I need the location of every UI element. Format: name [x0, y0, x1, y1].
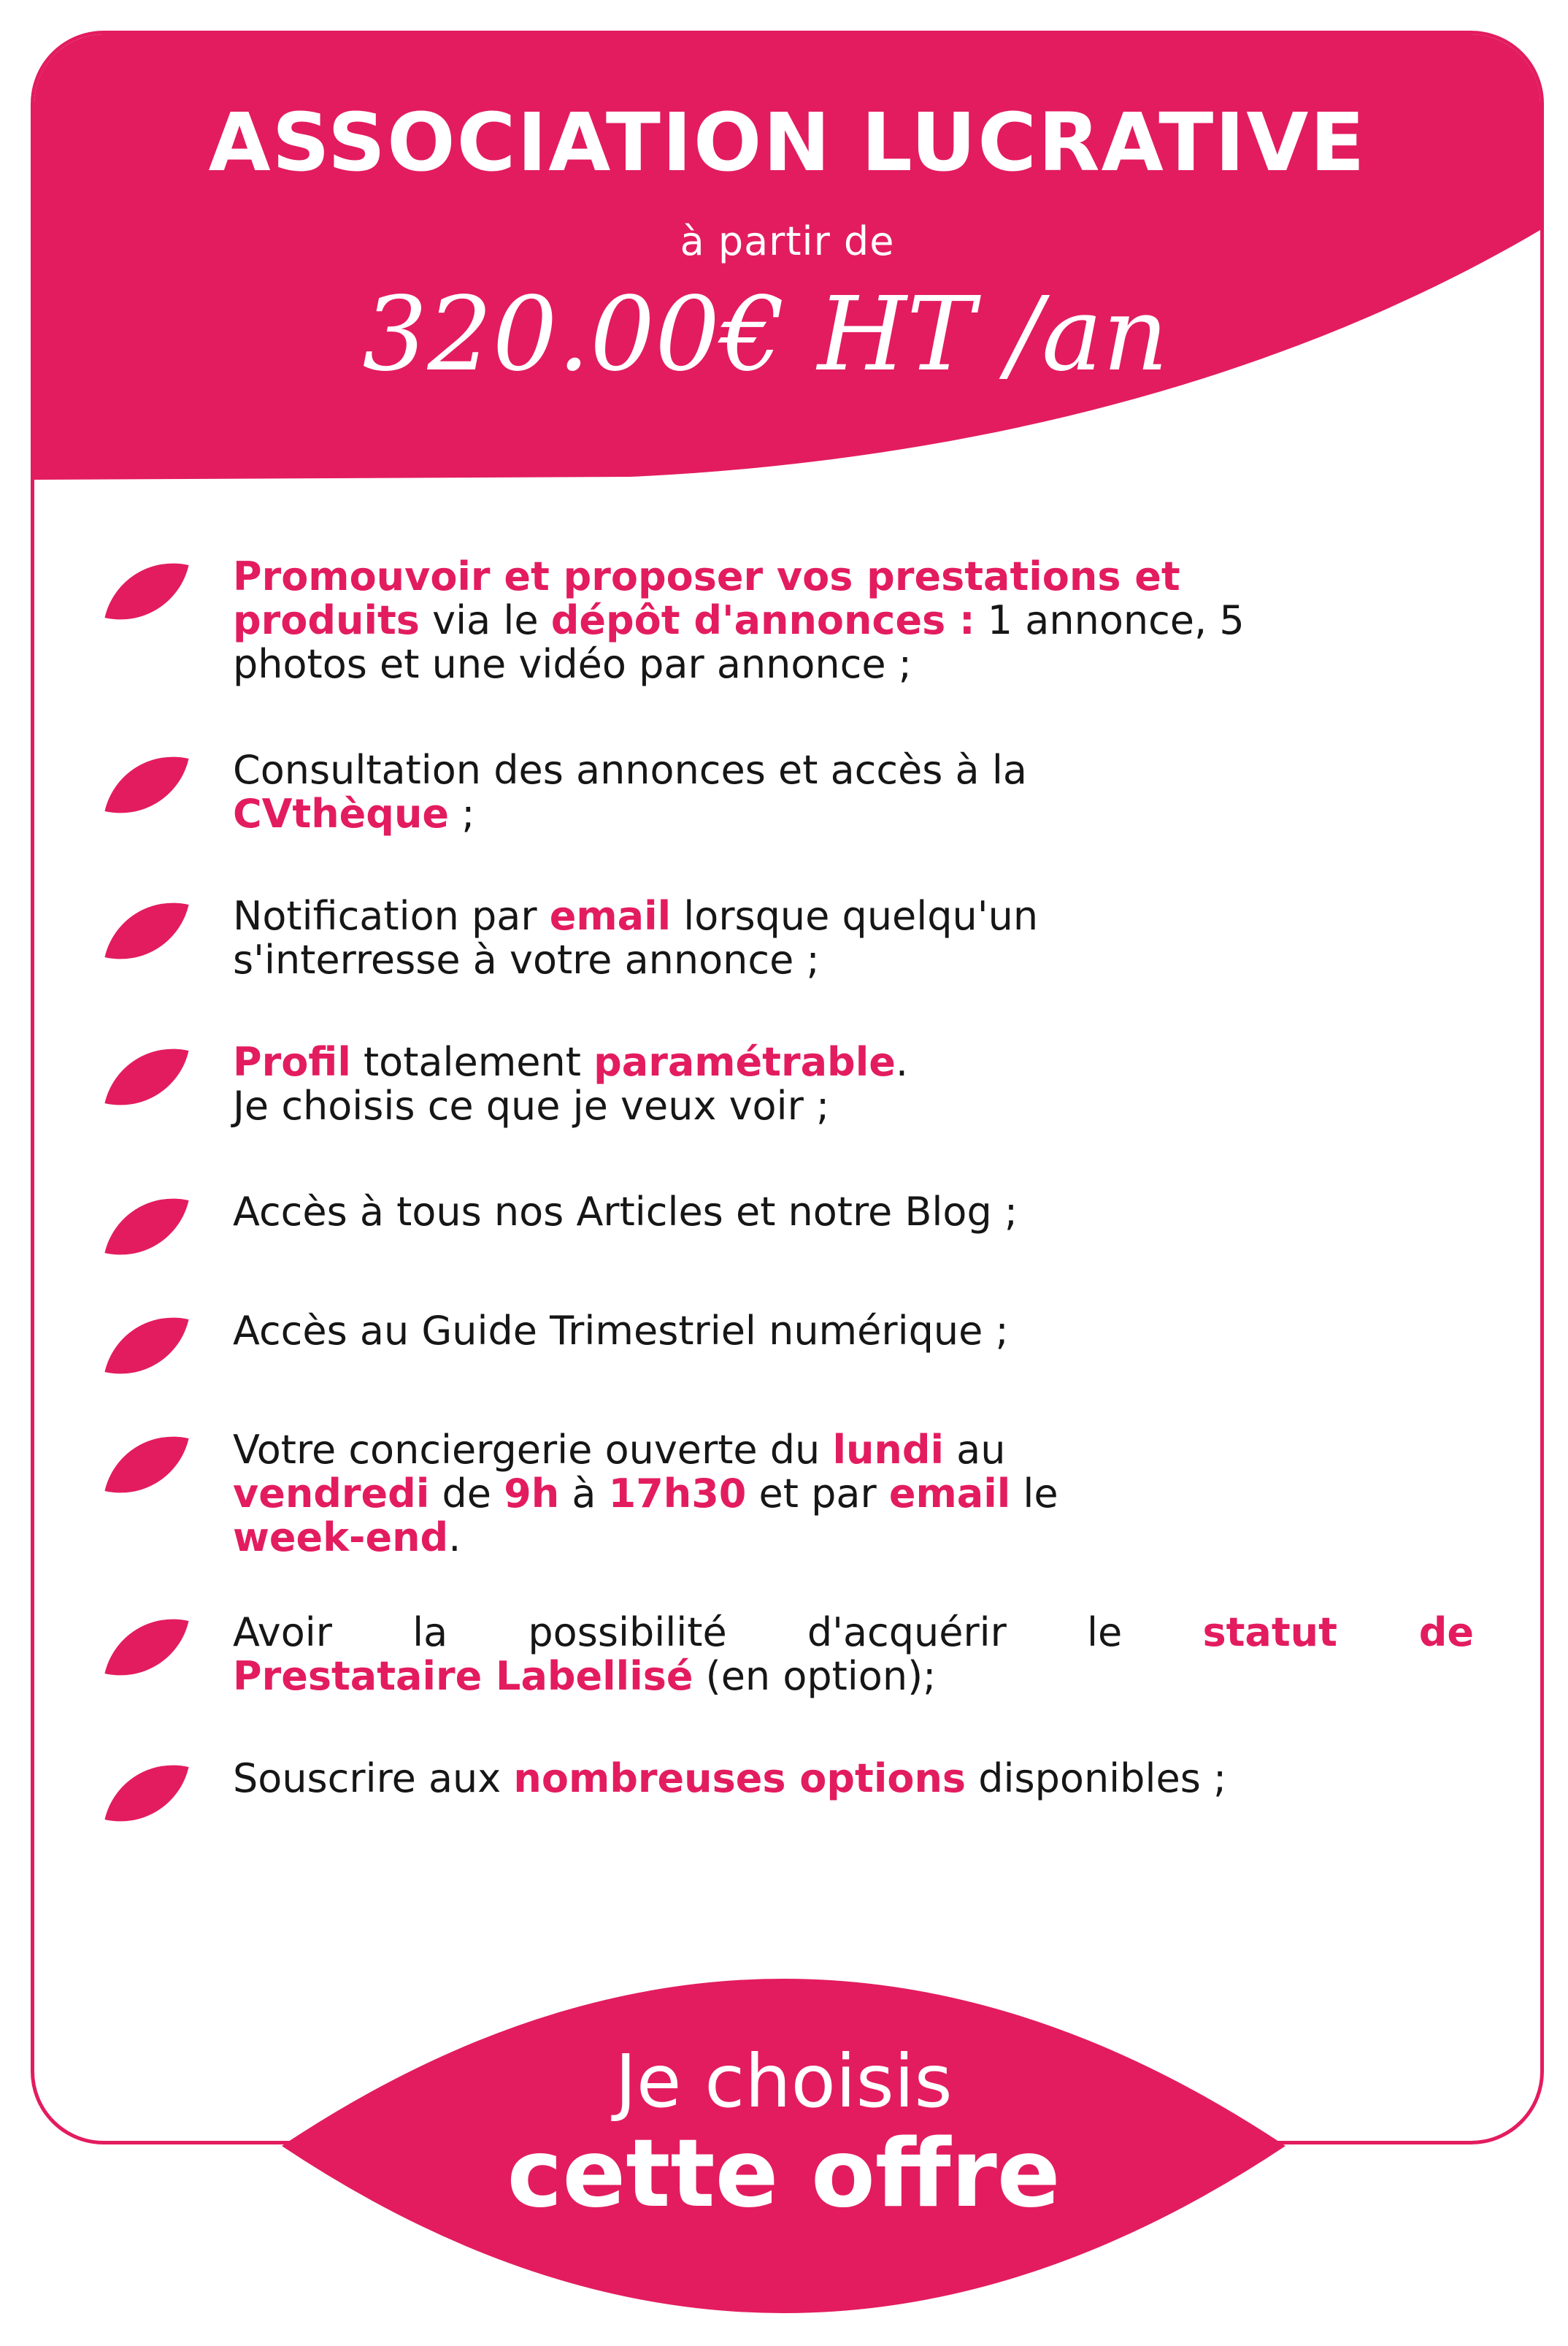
choose-offer-button[interactable]	[282, 1979, 1285, 2313]
leaf-bullet-icon	[104, 1303, 188, 1387]
leaf-bullet-icon	[104, 743, 188, 827]
feature-item	[112, 1611, 1496, 1698]
cta-text	[282, 1966, 1285, 2300]
cta-line-2: cette offre	[507, 2120, 1061, 2229]
leaf-bullet-icon	[104, 1184, 188, 1268]
leaf-bullet-icon	[104, 1751, 188, 1835]
feature-text: Accès au Guide Trimestriel numérique ;	[233, 1308, 1009, 1354]
feature-item	[112, 555, 1496, 686]
feature-text: Avoir la possibilité d'acquérir le statut de Prestataire Labellisé (en option);	[233, 1609, 1475, 1699]
feature-text: Votre conciergerie ouverte du lundi au vendredi de 9h à 17h30 et par email le week-end.	[233, 1427, 1058, 1560]
cta-line-1: Je choisis	[615, 2039, 953, 2125]
feature-item	[112, 748, 1496, 836]
feature-item	[112, 1190, 1496, 1262]
feature-item	[112, 894, 1496, 982]
feature-text: Accès à tous nos Articles et notre Blog ;	[233, 1189, 1018, 1235]
feature-text: Consultation des annonces et accès à la CVthèque ;	[233, 747, 1027, 837]
feature-text: Profil totalement paramétrable. Je choisis ce que je veux voir ;	[233, 1039, 909, 1129]
card-header	[34, 34, 1540, 487]
leaf-bullet-icon	[104, 1035, 188, 1119]
leaf-bullet-icon	[104, 889, 188, 973]
feature-item	[112, 1757, 1496, 1828]
plan-title: ASSOCIATION LUCRATIVE	[208, 96, 1367, 189]
feature-text: Promouvoir et proposer vos prestations et produits via le dépôt d'annonces : 1 annonce, 5 photos et une vidéo par annonce ;	[233, 553, 1245, 687]
leaf-bullet-icon	[104, 1422, 188, 1506]
feature-text: Souscrire aux nombreuses options disponibles ;	[233, 1755, 1227, 1801]
price-value: 320.00€ HT /an	[362, 275, 1169, 394]
feature-list	[112, 555, 1496, 1828]
price-intro: à partir de	[680, 218, 895, 264]
leaf-bullet-icon	[104, 549, 188, 633]
leaf-bullet-icon	[104, 1605, 188, 1689]
offer-card	[31, 31, 1544, 2144]
feature-item	[112, 1040, 1496, 1128]
feature-text: Notification par email lorsque quelqu'un s'interresse à votre annonce ;	[233, 893, 1039, 983]
feature-item	[112, 1309, 1496, 1381]
feature-item	[112, 1428, 1496, 1560]
